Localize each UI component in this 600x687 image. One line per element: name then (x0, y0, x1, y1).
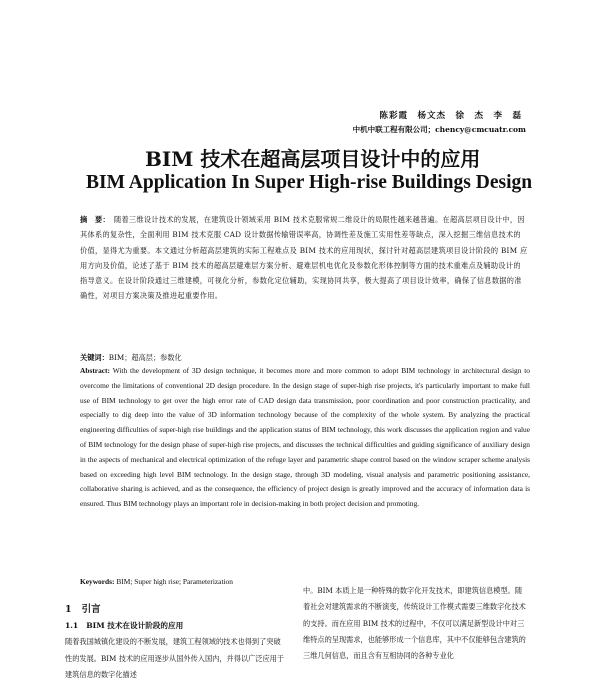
keywords-chinese (80, 353, 182, 363)
keywords-english (80, 577, 233, 586)
abstract-english (80, 364, 530, 512)
paper-title-chinese: BIM 技术在超高层项目设计中的应用 (145, 147, 481, 171)
section-number: 1 (65, 604, 72, 615)
section-title: 引言 (81, 604, 101, 615)
abstract-chinese-label: 摘 要： (80, 215, 110, 224)
author-list: 陈彩霞 杨文杰 徐 杰 李 磊 (379, 111, 522, 121)
paper-title-english: BIM Application In Super High-rise Buildings Design (86, 172, 533, 193)
keywords-chinese-text: BIM；超高层；参数化 (108, 353, 182, 362)
abstract-chinese (80, 212, 528, 304)
keywords-english-label: Keywords: (80, 577, 115, 586)
body-text-right-column: 中。BIM 本质上是一种特殊的数字化开发技术，即建筑信息模型。随着社会对建筑需求的不断演变，传统设计工作模式需要三维数字化技术的支持。而在应用 BIM 技术的过程中，不仅可以满足新型设计中对三维特点的呈现需求，也能够形成一个信息库，其中不仅能够包含建筑的三维几何信息，而且含有互相协同的各种专业化 (303, 586, 526, 661)
abstract-chinese-text: 随着三维设计技术的发展，在建筑设计领域采用 BIM 技术克服常规二维设计的局限性越来越普遍。在超高层项目设计中，因其体系的复杂性，全面利用 BIM 技术克服 CAD 设计数据传输错误率高，协调性差及施工实用性差等缺点，深入挖掘三维信息技术的价值，显得尤为重要。本文通过分析超高层建筑的实际工程难点及 BIM 技术的应用现状，探讨针对超高层建筑项目设计阶段的 BIM 应用方向及价值，论述了基于 BIM 技术的超高层避难层方案分析、避难层机电优化及参数化形体控制等方面的技术重难点及辅助设计的指导意义。在设计阶段通过三维建模，可视化分析，参数化定位辅助，实现协同共享，极大提高了项目设计效率，确保了信息数据的准确性，对项目方案决策及推进起重要作用。 (80, 215, 528, 301)
abstract-english-label: Abstract: (80, 366, 110, 375)
subsection-title: BIM 技术在设计阶段的应用 (86, 621, 184, 630)
subsection-heading (65, 620, 191, 631)
abstract-english-text: With the development of 3D design technique, it becomes more and more common to adopt BIM technology in architectural design to overcome the limitations of conventional 2D design procedure. In the design stage of super-high rise projects, it's particularly important to make full use of BIM technology to get over the high error rate of CAD design data transmission, poor coordination and poor construction practicality, and especially to dig deep into the value of 3D information technology because of the complexity of the whole system. By analyzing the practical engineering difficulties of super-high rise buildings and the application status of BIM technology, this work discusses the application region and value of BIM technology for the design phase of super-high rise projects, and discusses the technical difficulties and guiding significance of auxiliary design in the aspects of mechanical and electrical optimization of the refuge layer and parametric shape control based on the window scraper scheme analysis based on exceeding high level BIM technology. In the design stage, through 3D modeling, visual analysis and parametric positioning assistance, collaborative sharing is achieved, and as the consequence, the efficiency of project design is greatly improved and the accuracy of information data is ensured. Thus BIM technology plays an important role in decision-making in both project decision and promoting. (80, 366, 530, 509)
subsection-number: 1.1 (65, 621, 79, 630)
author-affiliation: 中机中联工程有限公司；chency@cmcuatr.com (352, 125, 526, 134)
body-text-left-column: 随着我国城镇化建设的不断发展，建筑工程领域的技术也得到了突破性的发展。BIM 技术的应用逐步从国外传入国内，并得以广泛应用于建筑信息的数字化描述 (65, 637, 285, 679)
section-heading-introduction (65, 601, 111, 615)
keywords-chinese-label: 关键词： (80, 353, 109, 362)
keywords-english-text: BIM; Super high rise; Parameterization (116, 577, 233, 586)
